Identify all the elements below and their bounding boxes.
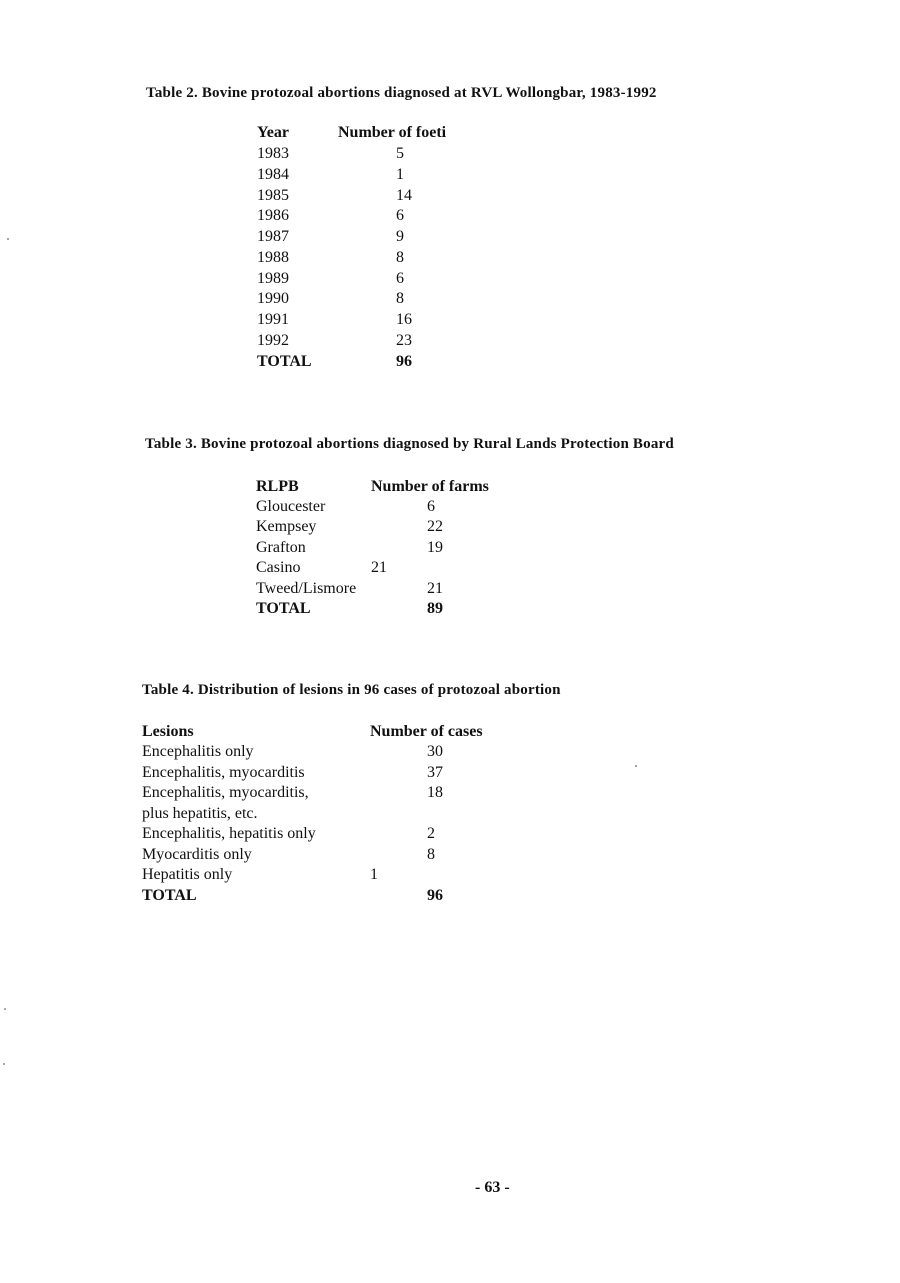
- table2-row-year: 1986: [257, 207, 289, 224]
- table2-row-year: 1992: [257, 332, 289, 349]
- table3-caption: Table 3. Bovine protozoal abortions diagnosed by Rural Lands Protection Board: [145, 436, 674, 452]
- scan-speck: [3, 1063, 5, 1065]
- table2-header-year: Year: [257, 124, 289, 141]
- table3-header-rlpb: RLPB: [256, 478, 299, 495]
- table2-row-count: 16: [396, 311, 412, 328]
- scan-speck: [4, 1008, 6, 1010]
- table4-row-count: 18: [427, 784, 443, 801]
- table4-row-count: 2: [427, 825, 435, 842]
- scan-speck: [635, 765, 637, 767]
- table4-row-count: 8: [427, 846, 435, 863]
- table4-row-lesion: Encephalitis, myocarditis,: [142, 784, 309, 801]
- table3-row-board: Tweed/Lismore: [256, 580, 357, 597]
- table4-row-count: 30: [427, 743, 443, 760]
- table2-row-count: 1: [396, 166, 404, 183]
- scan-speck: [7, 238, 9, 240]
- table4-row-lesion: Encephalitis, hepatitis only: [142, 825, 316, 842]
- table3-row-count: 21: [371, 559, 387, 576]
- table2-row-year: 1990: [257, 290, 289, 307]
- table4-total-value: 96: [427, 887, 443, 904]
- table2-row-year: 1991: [257, 311, 289, 328]
- table2-row-year: 1987: [257, 228, 289, 245]
- table4-row-lesion: Myocarditis only: [142, 846, 252, 863]
- table3-row-board: Casino: [256, 559, 301, 576]
- table4-row-lesion: Encephalitis only: [142, 743, 254, 760]
- table2-row-count: 5: [396, 145, 404, 162]
- table3-row-count: 19: [427, 539, 443, 556]
- table2-row-year: 1985: [257, 187, 289, 204]
- table4-caption: Table 4. Distribution of lesions in 96 cases of protozoal abortion: [142, 682, 561, 698]
- table4-row-lesion: Encephalitis, myocarditis: [142, 764, 305, 781]
- table2-row-count: 8: [396, 249, 404, 266]
- table3-total-label: TOTAL: [256, 600, 311, 617]
- table4-header-count: Number of cases: [370, 723, 483, 740]
- table2-row-count: 8: [396, 290, 404, 307]
- table4-row-count: 1: [370, 866, 378, 883]
- table2-total-value: 96: [396, 353, 412, 370]
- table2-row-count: 23: [396, 332, 412, 349]
- table4-row-lesion: Hepatitis only: [142, 866, 233, 883]
- table3-row-count: 6: [427, 498, 435, 515]
- table2-row-count: 6: [396, 270, 404, 287]
- table2-row-count: 14: [396, 187, 412, 204]
- table4-row-lesion-continued: plus hepatitis, etc.: [142, 805, 258, 822]
- table2-header-count: Number of foeti: [338, 124, 447, 141]
- table2-row-year: 1984: [257, 166, 289, 183]
- table3-row-board: Gloucester: [256, 498, 326, 515]
- table2-total-label: TOTAL: [257, 353, 312, 370]
- table3-row-board: Kempsey: [256, 518, 317, 535]
- table2-row-count: 9: [396, 228, 404, 245]
- table4-header-lesions: Lesions: [142, 723, 194, 740]
- page-number: - 63 -: [475, 1179, 510, 1196]
- table4-total-label: TOTAL: [142, 887, 197, 904]
- table3-row-count: 22: [427, 518, 443, 535]
- table2-row-count: 6: [396, 207, 404, 224]
- table3-row-count: 21: [427, 580, 443, 597]
- table2-caption: Table 2. Bovine protozoal abortions diagnosed at RVL Wollongbar, 1983-1992: [146, 85, 657, 101]
- table2-row-year: 1989: [257, 270, 289, 287]
- table3-header-count: Number of farms: [371, 478, 489, 495]
- table4-row-count: 37: [427, 764, 443, 781]
- table2-row-year: 1983: [257, 145, 289, 162]
- table3-row-board: Grafton: [256, 539, 306, 556]
- table3-total-value: 89: [427, 600, 443, 617]
- table2-row-year: 1988: [257, 249, 289, 266]
